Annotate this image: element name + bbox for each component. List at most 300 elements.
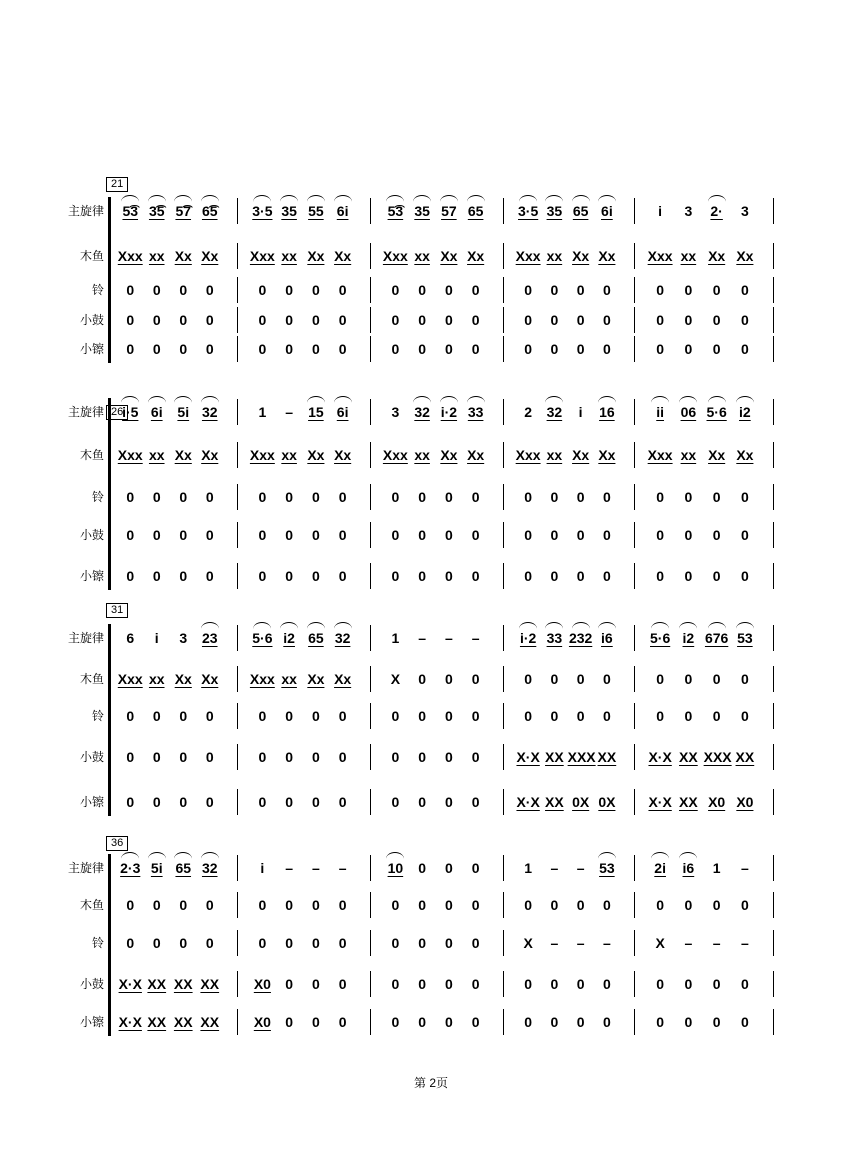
barline [370,971,371,997]
note: Xxx [647,248,673,264]
note: X·X [648,794,672,810]
note: 0 [602,671,611,687]
barline [237,971,238,997]
note: 0 [524,282,533,298]
note: 5͡7 [175,203,192,219]
note: 6i [336,203,349,219]
note: Xxx [647,447,673,463]
note: XX [679,749,698,765]
barline [634,892,635,918]
note: 0 [444,897,453,913]
barline [370,666,371,692]
note: 0 [740,489,749,505]
note: 0 [471,312,480,328]
note: Xx [598,447,616,463]
barline [503,307,504,333]
note: – [418,630,427,646]
note: 0 [152,794,161,810]
note: 0 [418,341,427,357]
slur-mark [598,195,616,202]
measure-number-box: 26 [106,405,128,420]
barline [773,892,774,918]
note: 0 [471,341,480,357]
slur-mark [545,396,563,403]
barline [370,442,371,468]
note: 6i [150,404,163,420]
note: Xx [708,447,726,463]
note: XX [597,749,617,765]
note: 32 [414,404,430,420]
note: 57 [441,203,457,219]
note: 0 [740,312,749,328]
slur-mark [201,396,219,403]
note: 0 [391,282,400,298]
barline [634,522,635,548]
note: – [285,860,294,876]
note: 0 [471,976,480,992]
slur-mark [736,622,754,629]
note: 0 [444,568,453,584]
instrument-label: 小镲 [79,795,104,809]
note: 0 [524,341,533,357]
barline [370,522,371,548]
note: – [550,935,559,951]
page-number: 第 2页 [413,1076,448,1090]
barline [370,625,371,651]
note: 0 [444,671,453,687]
barline [503,277,504,303]
note: Xx [334,447,352,463]
note: 0 [391,527,400,543]
note: 0 [126,897,135,913]
slur-mark [545,195,563,202]
note: 232 [568,630,593,646]
note: 0 [338,489,347,505]
slur-mark [679,852,697,859]
note: 0 [550,282,559,298]
note: 0 [656,527,665,543]
note: 0 [338,1014,347,1030]
note: Xx [334,248,352,264]
note: 1 [524,860,533,876]
note: 1 [391,630,400,646]
note: Xx [467,447,485,463]
note: – [285,404,294,420]
note: 0 [656,671,665,687]
note: 0 [338,527,347,543]
slur-mark [572,622,590,629]
barline [237,522,238,548]
note: 0 [285,341,294,357]
note: X0 [736,794,754,810]
measure-number-box: 31 [106,603,128,618]
note: 0 [444,312,453,328]
note: Xx [598,248,616,264]
note: 3·5 [252,203,273,219]
barline [634,563,635,589]
note: 0 [550,708,559,724]
barline [773,1009,774,1035]
barline [237,930,238,956]
note: 0 [311,568,320,584]
barline [503,1009,504,1035]
note: 0 [418,708,427,724]
barline [773,522,774,548]
note: Xx [572,447,590,463]
note: 33 [467,404,484,420]
note: 0 [550,671,559,687]
note: 0 [418,935,427,951]
slur-mark [121,195,139,202]
instrument-label: 铃 [91,936,104,950]
barline [370,855,371,881]
note: 0 [258,489,267,505]
slur-mark [201,195,219,202]
slur-mark [708,622,726,629]
note: 0 [602,527,611,543]
note: 0 [258,897,267,913]
note: Xx [440,248,458,264]
instrument-label: 主旋律 [67,405,104,419]
note: Xx [174,671,192,687]
note: Xxx [117,671,143,687]
note: – [684,935,693,951]
note: 65 [308,630,324,646]
note: 0 [418,489,427,505]
note: 0 [258,341,267,357]
note: 0 [712,282,721,298]
note: 0 [444,860,453,876]
note: i·5 [122,404,139,420]
barline [503,855,504,881]
barline [773,971,774,997]
note: – [576,935,585,951]
barline [503,198,504,224]
note: Xxx [117,248,143,264]
barline [773,789,774,815]
note: Xx [440,447,458,463]
note: 0 [444,489,453,505]
note: 0 [656,489,665,505]
note: 0 [179,568,188,584]
barline [237,336,238,362]
note: 0 [205,341,214,357]
note: – [471,630,480,646]
note: 0 [338,282,347,298]
barline [237,563,238,589]
note: 0 [258,568,267,584]
slur-mark [679,622,697,629]
note: 2i [654,860,666,876]
slur-mark [708,195,726,202]
note: 0 [285,568,294,584]
note: 0 [418,976,427,992]
note: 0 [550,897,559,913]
note: 0 [712,1014,721,1030]
note: 0 [126,708,135,724]
slur-mark [679,396,697,403]
note: 0 [179,282,188,298]
note: 0 [285,935,294,951]
note: Xxx [249,671,275,687]
note: X0 [253,976,271,992]
note: 0 [126,312,135,328]
note: 5i [177,404,190,420]
measure-number-box: 36 [106,836,128,851]
barline [237,277,238,303]
barline [503,625,504,651]
barline [634,930,635,956]
note: 6i [336,404,349,420]
barline [773,744,774,770]
note: 0 [740,671,749,687]
slur-mark [651,622,669,629]
note: 0 [311,708,320,724]
slur-mark [413,396,431,403]
barline [773,399,774,425]
note: 0 [179,341,188,357]
note: XX [147,1014,167,1030]
note: 0 [576,708,585,724]
note: 0 [444,794,453,810]
note: 0 [740,897,749,913]
note: 0 [391,312,400,328]
note: 0 [602,341,611,357]
note: 0 [550,341,559,357]
system-bracket [108,624,111,816]
slur-mark [467,195,485,202]
barline [634,789,635,815]
note: 0 [471,708,480,724]
note: 0 [740,976,749,992]
note: 0 [205,708,214,724]
barline [634,744,635,770]
note: 0 [258,282,267,298]
note: 676 [704,630,729,646]
note: 65 [572,203,589,219]
note: Xx [307,671,325,687]
note: 0 [418,527,427,543]
note: 0 [418,860,427,876]
barline [773,666,774,692]
note: X·X [118,1014,142,1030]
note: Xxx [382,447,408,463]
note: i [260,860,265,876]
instrument-label: 铃 [91,283,104,297]
note: 0 [684,282,693,298]
note: 0 [576,976,585,992]
note: 0 [684,527,693,543]
note: 0 [471,794,480,810]
note: 0 [576,341,585,357]
slur-mark [253,622,271,629]
measure-number-box: 21 [106,177,128,192]
note: 0 [550,976,559,992]
note: 0 [338,341,347,357]
note: 0 [418,282,427,298]
note: 0 [576,671,585,687]
note: X·X [516,794,540,810]
note: XX [545,749,564,765]
note: 53 [599,860,615,876]
note: XX [173,1014,193,1030]
barline [370,277,371,303]
slur-mark [280,195,298,202]
note: 0 [205,897,214,913]
note: 0 [311,749,320,765]
note: 0 [740,568,749,584]
note: xx [680,447,697,463]
note: 0 [311,976,320,992]
note: xx [281,447,297,463]
slur-mark [440,195,458,202]
note: 0 [391,749,400,765]
note: 0 [391,897,400,913]
note: i·2 [519,630,537,646]
barline [634,442,635,468]
instrument-label: 小镲 [79,342,104,356]
note: – [550,860,559,876]
note: – [311,860,320,876]
note: 32 [334,630,351,646]
note: 0 [205,749,214,765]
note: 0 [684,897,693,913]
note: 0 [418,749,427,765]
note: 0 [524,527,533,543]
barline [237,307,238,333]
barline [634,336,635,362]
note: Xx [174,248,192,264]
note: 0 [444,708,453,724]
note: 0 [338,794,347,810]
note: 0 [740,282,749,298]
note: 0 [126,282,135,298]
note: 0 [285,976,294,992]
note: 0 [126,341,135,357]
slur-mark [307,622,325,629]
note: 5·6 [650,630,671,646]
note: 0 [550,312,559,328]
note: 0 [602,489,611,505]
note: 0 [684,489,693,505]
slur-mark [280,622,298,629]
note: 0 [152,935,161,951]
note: 0 [656,976,665,992]
note: 0 [712,708,721,724]
note: 0 [524,708,533,724]
barline [634,243,635,269]
note: 3͡5 [148,203,165,219]
note: 0 [524,897,533,913]
note: 0 [418,312,427,328]
instrument-label: 小镲 [79,569,104,583]
note: 0 [126,935,135,951]
note: 53 [737,630,753,646]
barline [773,307,774,333]
note: 3·5 [518,203,539,219]
note: 0 [258,794,267,810]
note: 0 [471,568,480,584]
note: 0 [576,489,585,505]
note: 0 [285,1014,294,1030]
note: 0 [524,976,533,992]
slur-mark [174,396,192,403]
note: 0 [285,489,294,505]
barline [773,930,774,956]
slur-mark [440,396,458,403]
barline [503,703,504,729]
note: Xxx [249,248,275,264]
note: 0 [550,527,559,543]
instrument-label: 木鱼 [79,672,104,686]
note: 0 [205,312,214,328]
slur-mark [545,622,563,629]
note: 0 [602,976,611,992]
note: 0 [444,282,453,298]
barline [237,1009,238,1035]
barline [634,855,635,881]
barline [370,744,371,770]
system-bracket [108,398,111,590]
instrument-label: 小镲 [79,1015,104,1029]
note: 0 [338,749,347,765]
slur-mark [386,852,404,859]
note: 0 [712,341,721,357]
note: i [578,404,583,420]
barline [503,744,504,770]
note: 0 [684,568,693,584]
note: 0 [602,1014,611,1030]
note: 0 [471,1014,480,1030]
note: X [523,935,533,951]
note: XX [735,749,755,765]
barline [370,484,371,510]
note: 0 [258,749,267,765]
note: 35 [546,203,563,219]
barline [237,855,238,881]
note: 0 [152,527,161,543]
note: Xx [736,248,754,264]
note: 6i [601,203,613,219]
slur-mark [736,396,754,403]
note: 5·6 [706,404,727,420]
note: 1 [258,404,267,420]
note: 0 [126,489,135,505]
slur-mark [519,622,537,629]
system-bracket [108,197,111,363]
note: 0 [524,1014,533,1030]
barline [634,484,635,510]
instrument-label: 主旋律 [67,204,104,218]
note: 0 [684,976,693,992]
note: 0X [598,794,616,810]
barline [773,855,774,881]
note: 0 [205,935,214,951]
note: 0 [338,312,347,328]
note: 0 [712,527,721,543]
barline [370,930,371,956]
barline [773,336,774,362]
note: 0 [205,527,214,543]
slur-mark [651,852,669,859]
note: 0 [152,568,161,584]
note: 0 [391,976,400,992]
note: i [658,203,663,219]
note: 0 [444,341,453,357]
note: 10 [387,860,404,876]
note: 0 [418,1014,427,1030]
note: 0 [471,897,480,913]
